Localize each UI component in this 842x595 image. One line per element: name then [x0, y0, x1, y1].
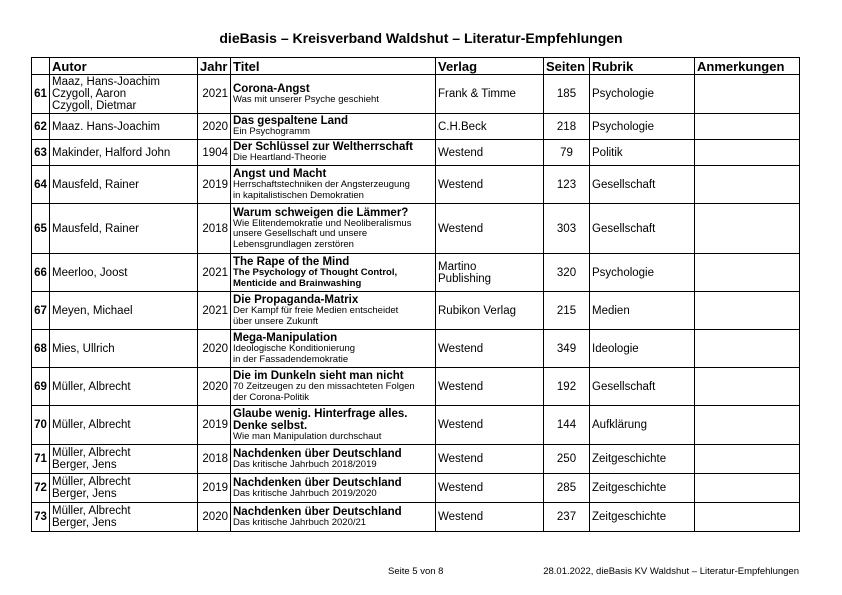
cell-seiten: 185: [544, 75, 590, 114]
book-subtitle: Was mit unserer Psyche geschieht: [233, 93, 379, 105]
table-body: [32, 75, 800, 532]
author-name: Mausfeld, Rainer: [52, 222, 139, 235]
cell-seiten: 192: [544, 368, 590, 406]
book-title: Der Schlüssel zur Weltherrschaft: [233, 141, 414, 154]
cell-autor: [50, 292, 198, 330]
row-number: 63: [32, 140, 50, 166]
row-number: 69: [32, 368, 50, 406]
publisher-name: C.H.Beck: [438, 120, 487, 133]
cell-verlag: [436, 140, 544, 166]
cell-jahr: 2019: [198, 406, 231, 445]
header-verlag: Verlag: [436, 58, 544, 75]
book-subtitle: Wie man Manipulation durchschaut: [233, 430, 382, 442]
cell-autor: [50, 140, 198, 166]
book-subtitle: Das kritische Jahrbuch 2020/21: [233, 516, 367, 528]
cell-autor: [50, 406, 198, 445]
cell-jahr: 2019: [198, 166, 231, 204]
publisher-name: Frank & Timme: [438, 88, 516, 100]
cell-seiten: 144: [544, 406, 590, 445]
book-subtitle: der Corona-Politik: [233, 391, 310, 403]
cell-jahr: 2021: [198, 292, 231, 330]
book-subtitle: unsere Gesellschaft und unsere: [233, 228, 368, 240]
book-subtitle: Herrschaftstechniken der Angsterzeugung: [233, 179, 410, 190]
footer-page-number: Seite 5 von 8: [388, 566, 444, 577]
cell-autor: [50, 368, 198, 406]
publisher-name: Westend: [438, 511, 484, 523]
cell-seiten: 215: [544, 292, 590, 330]
author-name: Müller, Albrecht: [52, 419, 131, 431]
header-number: [32, 58, 50, 75]
cell-titel: [231, 114, 436, 140]
table-row: [32, 406, 800, 445]
author-name: Makinder, Halford John: [52, 146, 171, 159]
cell-anmerkungen: [695, 330, 800, 368]
cell-anmerkungen: [695, 75, 800, 114]
cell-autor: [50, 254, 198, 292]
cell-autor: [50, 445, 198, 474]
cell-jahr: 2019: [198, 474, 231, 503]
book-title: Glaube wenig. Hinterfrage alles.: [233, 407, 408, 420]
header-rubrik: Rubrik: [590, 58, 695, 75]
author-name: Müller, Albrecht: [52, 447, 131, 459]
book-title: Corona-Angst: [233, 82, 310, 95]
cell-verlag: [436, 503, 544, 532]
cell-seiten: 320: [544, 254, 590, 292]
cell-jahr: 2020: [198, 114, 231, 140]
cell-jahr: 2018: [198, 204, 231, 254]
cell-rubrik: Medien: [590, 292, 695, 330]
cell-jahr: 2021: [198, 75, 231, 114]
row-number: 71: [32, 445, 50, 474]
cell-seiten: 285: [544, 474, 590, 503]
author-name: Müller, Albrecht: [52, 505, 131, 517]
cell-seiten: 79: [544, 140, 590, 166]
publisher-name: Westend: [438, 146, 484, 159]
cell-rubrik: Psychologie: [590, 254, 695, 292]
cell-autor: [50, 75, 198, 114]
cell-verlag: [436, 75, 544, 114]
cell-anmerkungen: [695, 503, 800, 532]
cell-anmerkungen: [695, 292, 800, 330]
book-subtitle: über unsere Zukunft: [233, 315, 319, 327]
table-row: [32, 330, 800, 368]
row-number: 61: [32, 75, 50, 114]
cell-titel: [231, 75, 436, 114]
publisher-name: Westend: [438, 453, 484, 465]
row-number: 73: [32, 503, 50, 532]
cell-rubrik: Zeitgeschichte: [590, 503, 695, 532]
book-subtitle: Die Heartland-Theorie: [233, 152, 327, 164]
cell-verlag: [436, 474, 544, 503]
header-jahr: Jahr: [198, 58, 231, 75]
cell-rubrik: Gesellschaft: [590, 204, 695, 254]
cell-verlag: [436, 406, 544, 445]
book-subtitle: Der Kampf für freie Medien entscheidet: [233, 305, 399, 316]
cell-seiten: 237: [544, 503, 590, 532]
author-name: Mausfeld, Rainer: [52, 178, 139, 191]
cell-titel: [231, 503, 436, 532]
publisher-name: Rubikon Verlag: [438, 304, 516, 317]
cell-titel: [231, 292, 436, 330]
cell-seiten: 250: [544, 445, 590, 474]
cell-verlag: [436, 445, 544, 474]
book-subtitle: 70 Zeitzeugen zu den missachteten Folgen: [233, 381, 415, 392]
cell-titel: [231, 406, 436, 445]
cell-jahr: 2018: [198, 445, 231, 474]
author-name: Czygoll, Dietmar: [52, 100, 137, 112]
cell-titel: [231, 368, 436, 406]
cell-anmerkungen: [695, 166, 800, 204]
cell-rubrik: Ideologie: [590, 330, 695, 368]
footer-info: 28.01.2022, dieBasis KV Waldshut – Literatur-Empfehlungen: [543, 566, 799, 577]
book-title: Das gespaltene Land: [233, 115, 349, 128]
table-row: [32, 292, 800, 330]
table-row: [32, 368, 800, 406]
cell-verlag: [436, 166, 544, 204]
table-row: [32, 75, 800, 114]
cell-jahr: 2020: [198, 330, 231, 368]
cell-rubrik: Psychologie: [590, 75, 695, 114]
book-subtitle: Lebensgrundlagen zerstören: [233, 238, 354, 250]
table-row: [32, 503, 800, 532]
book-title: The Rape of the Mind: [233, 256, 350, 268]
table-header-row: [32, 58, 800, 75]
book-subtitle: in kapitalistischen Demokratien: [233, 189, 364, 201]
cell-autor: [50, 474, 198, 503]
cell-seiten: 349: [544, 330, 590, 368]
author-name: Berger, Jens: [52, 459, 117, 471]
cell-verlag: [436, 254, 544, 292]
author-name: Maaz. Hans-Joachim: [52, 120, 161, 133]
publisher-name: Westend: [438, 419, 484, 431]
publisher-name: Westend: [438, 178, 484, 191]
book-subtitle: Das kritische Jahrbuch 2019/2020: [233, 487, 377, 499]
table-row: [32, 474, 800, 503]
table-row: [32, 445, 800, 474]
book-subtitle: The Psychology of Thought Control,: [233, 267, 398, 278]
book-subtitle: Das kritische Jahrbuch 2018/2019: [233, 458, 377, 470]
table-row: [32, 166, 800, 204]
book-title: Nachdenken über Deutschland: [233, 476, 402, 489]
cell-titel: [231, 140, 436, 166]
row-number: 65: [32, 204, 50, 254]
cell-anmerkungen: [695, 114, 800, 140]
publisher-name: Westend: [438, 380, 484, 393]
cell-anmerkungen: [695, 140, 800, 166]
cell-rubrik: Psychologie: [590, 114, 695, 140]
author-name: Maaz, Hans-Joachim: [52, 76, 161, 88]
book-subtitle: Ideologische Konditionierung: [233, 343, 356, 354]
cell-autor: [50, 166, 198, 204]
publisher-name: Westend: [438, 482, 484, 494]
header-anmerkungen: Anmerkungen: [695, 58, 800, 75]
row-number: 68: [32, 330, 50, 368]
book-title: Die im Dunkeln sieht man nicht: [233, 370, 404, 382]
publisher-name: Westend: [438, 342, 484, 355]
cell-verlag: [436, 114, 544, 140]
cell-anmerkungen: [695, 254, 800, 292]
literature-table: [31, 57, 800, 532]
cell-verlag: [436, 330, 544, 368]
table-row: [32, 114, 800, 140]
book-title: Nachdenken über Deutschland: [233, 505, 402, 518]
cell-titel: [231, 166, 436, 204]
cell-rubrik: Zeitgeschichte: [590, 445, 695, 474]
header-seiten: Seiten: [544, 58, 590, 75]
cell-verlag: [436, 204, 544, 254]
header-titel: Titel: [231, 58, 436, 75]
author-name: Meerloo, Joost: [52, 266, 128, 279]
book-title: Warum schweigen die Lämmer?: [233, 206, 409, 219]
row-number: 64: [32, 166, 50, 204]
row-number: 70: [32, 406, 50, 445]
author-name: Berger, Jens: [52, 517, 117, 529]
cell-seiten: 303: [544, 204, 590, 254]
cell-jahr: 2020: [198, 503, 231, 532]
book-title: Die Propaganda-Matrix: [233, 294, 359, 306]
cell-anmerkungen: [695, 474, 800, 503]
row-number: 67: [32, 292, 50, 330]
author-name: Czygoll, Aaron: [52, 88, 127, 100]
row-number: 62: [32, 114, 50, 140]
cell-anmerkungen: [695, 204, 800, 254]
cell-autor: [50, 114, 198, 140]
publisher-name: Martino: [438, 260, 477, 273]
book-title: Nachdenken über Deutschland: [233, 447, 402, 460]
cell-titel: [231, 204, 436, 254]
cell-rubrik: Gesellschaft: [590, 166, 695, 204]
cell-autor: [50, 503, 198, 532]
book-title: Angst und Macht: [233, 168, 327, 180]
cell-seiten: 123: [544, 166, 590, 204]
publisher-name: Publishing: [438, 272, 492, 285]
cell-anmerkungen: [695, 445, 800, 474]
book-subtitle: in der Fassadendemokratie: [233, 353, 349, 365]
cell-anmerkungen: [695, 368, 800, 406]
cell-verlag: [436, 368, 544, 406]
book-subtitle: Wie Elitendemokratie und Neoliberalismus: [233, 217, 412, 229]
cell-jahr: 1904: [198, 140, 231, 166]
cell-titel: [231, 254, 436, 292]
cell-anmerkungen: [695, 406, 800, 445]
cell-verlag: [436, 292, 544, 330]
cell-rubrik: Aufklärung: [590, 406, 695, 445]
table-row: [32, 140, 800, 166]
author-name: Berger, Jens: [52, 488, 117, 500]
cell-titel: [231, 445, 436, 474]
book-title: Mega-Manipulation: [233, 332, 338, 344]
book-subtitle: Ein Psychogramm: [233, 126, 311, 138]
cell-autor: [50, 204, 198, 254]
author-name: Mies, Ullrich: [52, 342, 115, 355]
publisher-name: Westend: [438, 222, 484, 235]
cell-rubrik: Politik: [590, 140, 695, 166]
table-row: [32, 204, 800, 254]
table-row: [32, 254, 800, 292]
book-title: Denke selbst.: [233, 419, 308, 432]
cell-seiten: 218: [544, 114, 590, 140]
cell-rubrik: Gesellschaft: [590, 368, 695, 406]
document-title: dieBasis – Kreisverband Waldshut – Literatur-Empfehlungen: [219, 30, 623, 46]
header-autor: Autor: [50, 58, 198, 75]
cell-jahr: 2021: [198, 254, 231, 292]
author-name: Müller, Albrecht: [52, 380, 131, 393]
row-number: 66: [32, 254, 50, 292]
row-number: 72: [32, 474, 50, 503]
author-name: Müller, Albrecht: [52, 476, 131, 488]
cell-rubrik: Zeitgeschichte: [590, 474, 695, 503]
cell-jahr: 2020: [198, 368, 231, 406]
author-name: Meyen, Michael: [52, 304, 133, 317]
book-subtitle: Menticide and Brainwashing: [233, 277, 362, 289]
cell-titel: [231, 330, 436, 368]
cell-titel: [231, 474, 436, 503]
cell-autor: [50, 330, 198, 368]
